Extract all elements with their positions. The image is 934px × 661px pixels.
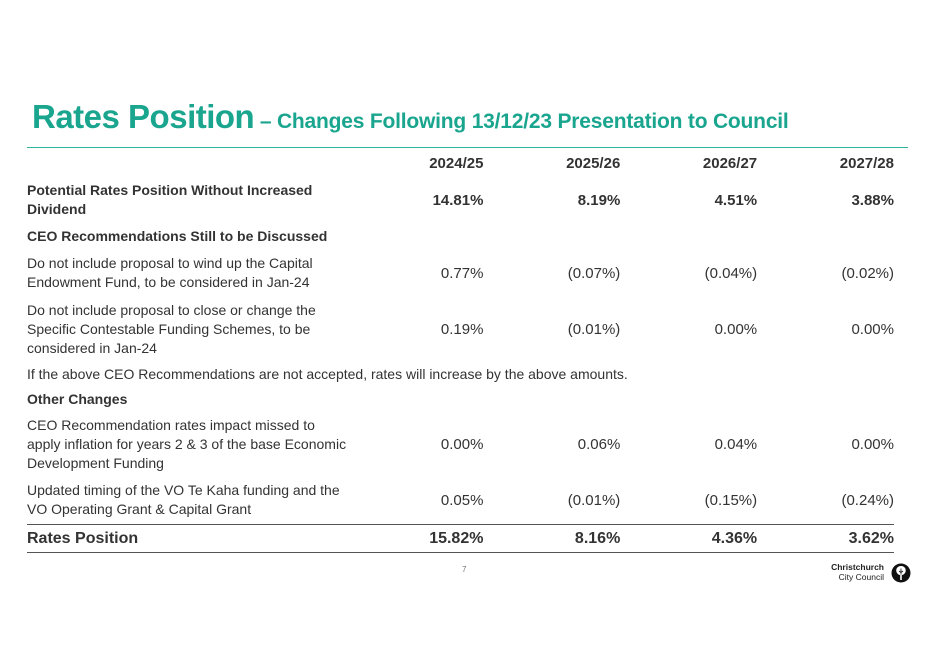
row-value: (0.02%) xyxy=(841,264,894,282)
row-value: 0.00% xyxy=(440,435,484,453)
row-value: (0.01%) xyxy=(567,491,621,509)
table-row xyxy=(27,297,894,361)
total-value: 8.16% xyxy=(483,525,620,553)
row-value: (0.15%) xyxy=(704,491,758,509)
page-title xyxy=(32,98,789,136)
logo-wordmark xyxy=(831,562,884,582)
total-label: Rates Position xyxy=(27,525,347,553)
row-value: (0.24%) xyxy=(841,491,894,509)
row-value: (0.01%) xyxy=(567,320,621,338)
table-row xyxy=(27,412,894,476)
row-value: 3.88% xyxy=(851,191,894,209)
row-value: (0.04%) xyxy=(704,264,758,282)
table-row-potential xyxy=(27,176,894,224)
rates-table xyxy=(27,150,894,553)
header-year-4: 2027/28 xyxy=(839,154,894,172)
row-value: 0.05% xyxy=(440,491,484,509)
title-subtitle: – Changes Following 13/12/23 Presentation to Council xyxy=(254,110,789,133)
header-year-1: 2024/25 xyxy=(429,154,484,172)
logo-line-2: City Council xyxy=(838,572,884,582)
title-main: Rates Position xyxy=(32,98,255,135)
title-divider xyxy=(27,147,908,148)
logo-line-1: Christchurch xyxy=(831,562,884,572)
tree-icon xyxy=(891,563,911,583)
row-value: 0.00% xyxy=(851,320,894,338)
row-value: 0.00% xyxy=(851,435,894,453)
row-label: Do not include proposal to wind up the Capital Endowment Fund, to be considered in Jan-24 xyxy=(27,255,313,290)
row-value: 8.19% xyxy=(577,191,621,209)
row-value: 0.19% xyxy=(440,320,484,338)
section-heading-row xyxy=(27,387,894,412)
row-label: Updated timing of the VO Te Kaha funding and the VO Operating Grant & Capital Grant xyxy=(27,482,340,517)
row-value: 0.00% xyxy=(714,320,758,338)
row-value: 0.77% xyxy=(440,264,484,282)
row-label: Do not include proposal to close or change the Specific Contestable Funding Schemes, to be considered in Jan-24 xyxy=(27,301,316,356)
table-row xyxy=(27,476,894,525)
row-value: 14.81% xyxy=(432,191,484,209)
header-label-cell xyxy=(27,150,347,176)
row-value: (0.07%) xyxy=(567,264,621,282)
row-value: 0.06% xyxy=(577,435,621,453)
page-number: 7 xyxy=(462,565,467,574)
table-row-total xyxy=(27,525,894,553)
row-label: Potential Rates Position Without Increased Dividend xyxy=(27,182,313,217)
total-value: 15.82% xyxy=(347,525,484,553)
section-heading-row xyxy=(27,224,894,249)
row-value: 4.51% xyxy=(714,191,758,209)
note-row xyxy=(27,361,894,387)
row-label: CEO Recommendation rates impact missed to apply inflation for years 2 & 3 of the base Economic Development Funding xyxy=(27,416,347,471)
section-heading-other: Other Changes xyxy=(27,391,128,407)
section-heading-ceo: CEO Recommendations Still to be Discussed xyxy=(27,228,328,244)
table-row xyxy=(27,249,894,297)
total-value: 4.36% xyxy=(620,525,757,553)
total-value: 3.62% xyxy=(757,525,894,553)
header-year-3: 2026/27 xyxy=(702,154,758,172)
table-header-row xyxy=(27,150,894,176)
header-year-2: 2025/26 xyxy=(566,154,621,172)
note-text: If the above CEO Recommendations are not accepted, rates will increase by the above amounts. xyxy=(27,366,628,382)
council-logo xyxy=(831,562,911,584)
row-value: 0.04% xyxy=(714,435,758,453)
